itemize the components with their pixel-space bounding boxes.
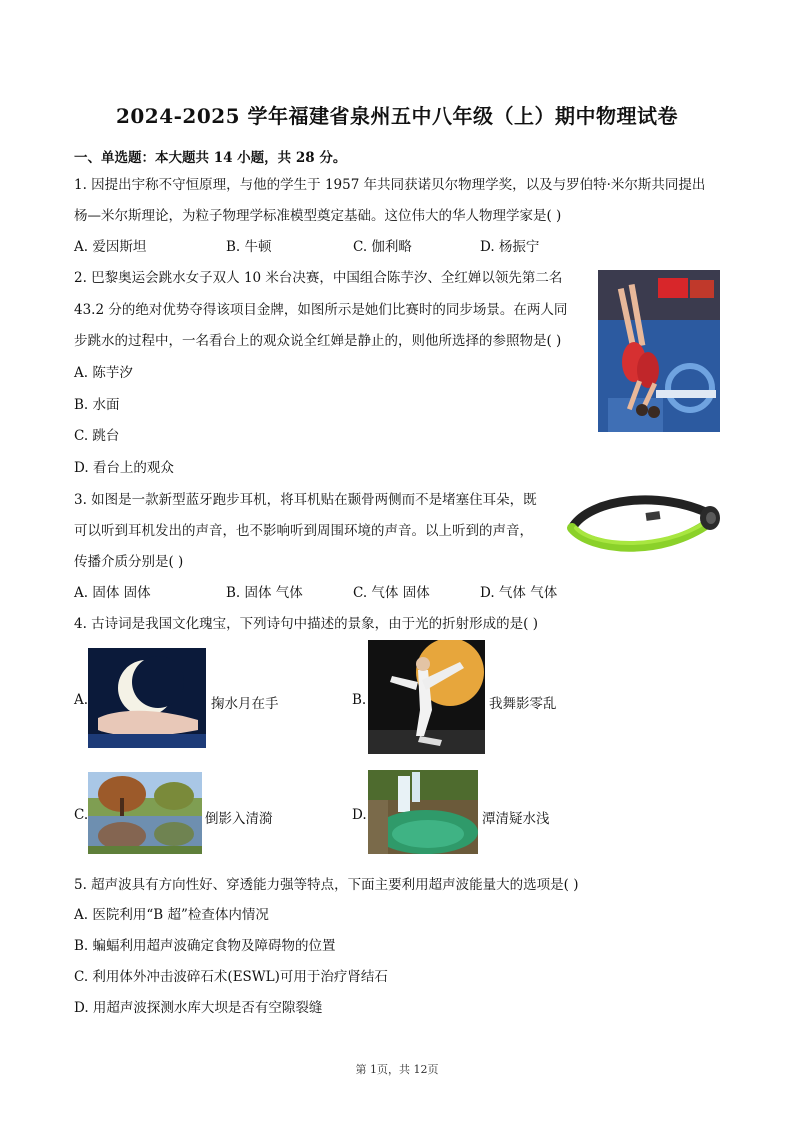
q4-option-a-caption: 掬水月在手 bbox=[211, 696, 279, 712]
q2-option-c: C. 跳台 bbox=[74, 428, 120, 444]
page-title: 2024-2025 学年福建省泉州五中八年级（上）期中物理试卷 bbox=[115, 104, 679, 128]
q5-option-d: D. 用超声波探测水库大坝是否有空隙裂缝 bbox=[74, 1000, 323, 1016]
q5-option-b: B. 蝙蝠利用超声波确定食物及障碍物的位置 bbox=[74, 938, 336, 954]
q1-line: 杨—米尔斯理论，为粒子物理学标准模型奠定基础。这位伟大的华人物理学家是( ) bbox=[74, 208, 562, 224]
q2-line: 2. 巴黎奥运会跳水女子双人 10 米台决赛，中国组合陈芋汐、全红婵以领先第二名 bbox=[74, 270, 563, 286]
q1-option-b: B. 牛顿 bbox=[226, 239, 272, 255]
q3-option-c: C. 气体 固体 bbox=[353, 585, 430, 601]
q2-line: 43.2 分的绝对优势夺得该项目金牌，如图所示是她们比赛时的同步场景。在两人同 bbox=[74, 302, 568, 318]
q1-line: 1. 因提出宇称不守恒原理，与他的学生于 1957 年共同获诺贝尔物理学奖，以及与罗伯特·米尔斯共同提出 bbox=[74, 177, 706, 193]
page-footer: 第 1页，共 12页 bbox=[355, 1063, 439, 1076]
q3-line: 3. 如图是一款新型蓝牙跑步耳机，将耳机贴在颞骨两侧而不是堵塞住耳朵，既 bbox=[74, 492, 537, 508]
diving-photo bbox=[598, 270, 720, 432]
q5-option-c: C. 利用体外冲击波碎石术(ESWL)可用于治疗肾结石 bbox=[74, 969, 388, 985]
q5-stem: 5. 超声波具有方向性好、穿透能力强等特点，下面主要利用超声波能量大的选项是( ) bbox=[74, 877, 579, 893]
q2-option-b: B. 水面 bbox=[74, 397, 120, 413]
q2-option-a: A. 陈芋汐 bbox=[74, 365, 133, 381]
reflection-picture bbox=[88, 772, 202, 854]
q4-option-c-caption: 倒影入清漪 bbox=[205, 811, 273, 827]
q4-option-d-label: D. bbox=[352, 807, 367, 823]
q3-option-a: A. 固体 固体 bbox=[74, 585, 151, 601]
q1-option-d: D. 杨振宁 bbox=[480, 239, 540, 255]
q4-stem: 4. 古诗词是我国文化瑰宝，下列诗句中描述的景象，由于光的折射形成的是( ) bbox=[74, 616, 538, 632]
q3-option-b: B. 固体 气体 bbox=[226, 585, 303, 601]
q2-line: 步跳水的过程中，一名看台上的观众说全红婵是静止的，则他所选择的参照物是( ) bbox=[74, 333, 562, 349]
q4-option-b-caption: 我舞影零乱 bbox=[489, 696, 557, 712]
q3-option-d: D. 气体 气体 bbox=[480, 585, 558, 601]
section-heading: 一、单选题：本大题共 14 小题，共 28 分。 bbox=[74, 150, 347, 166]
q1-option-c: C. 伽利略 bbox=[353, 239, 412, 255]
clear-pool-picture bbox=[368, 770, 478, 854]
dancer-picture bbox=[368, 640, 485, 754]
q4-option-b-label: B. bbox=[352, 692, 367, 708]
q5-option-a: A. 医院利用“B 超”检查体内情况 bbox=[74, 907, 269, 923]
q4-option-a-label: A. bbox=[74, 692, 89, 708]
moon-hand-picture bbox=[88, 648, 206, 748]
q4-option-d-caption: 潭清疑水浅 bbox=[482, 811, 550, 827]
q4-option-c-label: C. bbox=[74, 807, 89, 823]
q2-option-d: D. 看台上的观众 bbox=[74, 460, 174, 476]
headphone-picture bbox=[560, 488, 725, 560]
q3-line: 可以听到耳机发出的声音，也不影响听到周围环境的声音。以上听到的声音， bbox=[74, 523, 533, 539]
q1-option-a: A. 爱因斯坦 bbox=[74, 239, 147, 255]
q3-line: 传播介质分别是( ) bbox=[74, 554, 184, 570]
